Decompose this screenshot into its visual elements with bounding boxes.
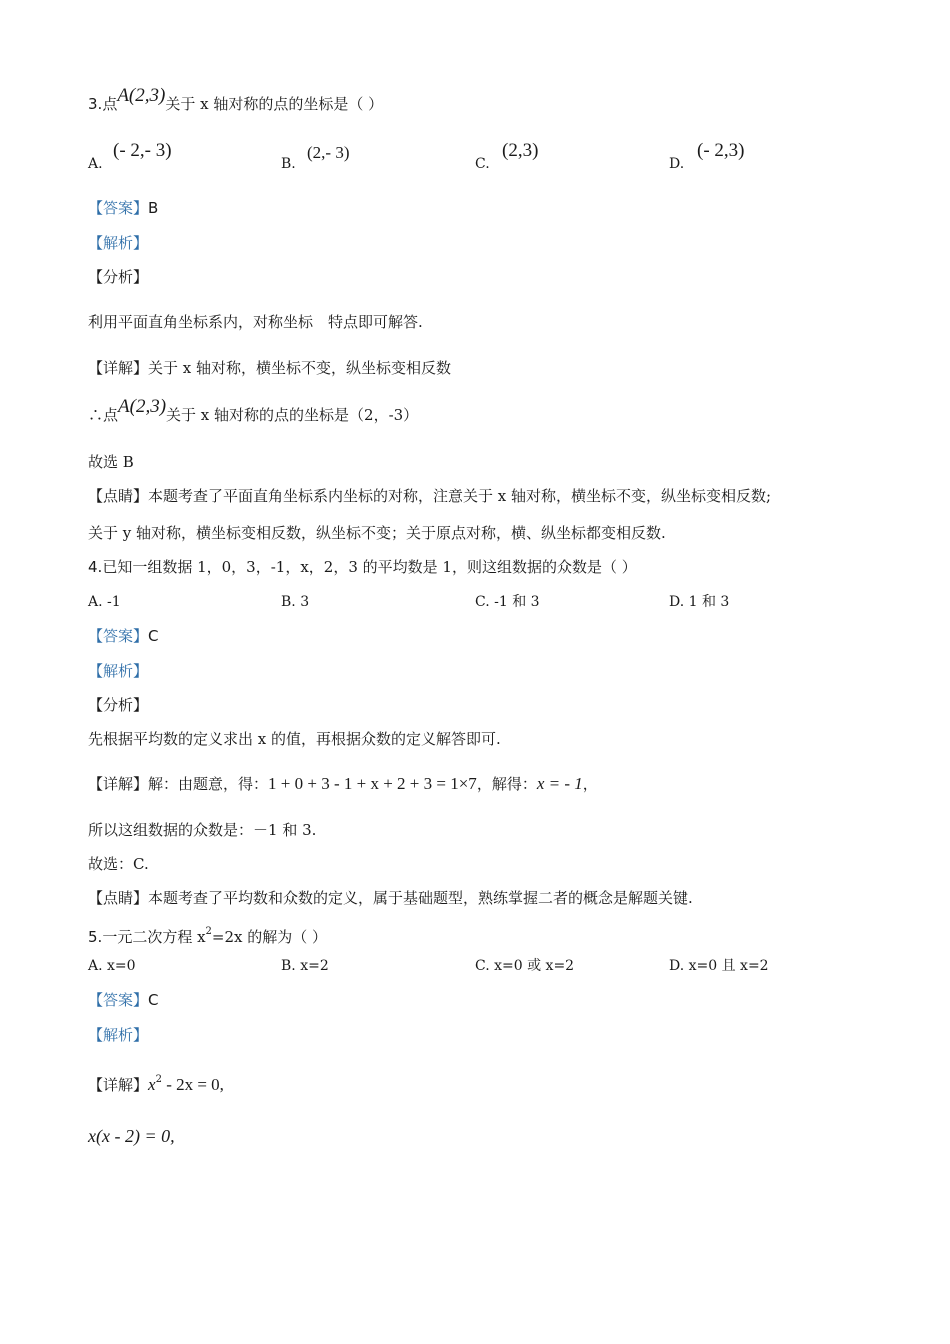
q5-option-d: D. x=0 且 x=2	[669, 958, 769, 974]
q4-option-d: D. 1 和 3	[669, 594, 730, 610]
q5-jiexi: 【解析】	[88, 1026, 149, 1044]
q3-therefore: ∴点A(2,3)关于 x 轴对称的点的坐标是（2，-3）	[88, 396, 419, 424]
q4-option-a: A. -1	[88, 594, 121, 610]
q3-option-d-label: D.	[669, 156, 685, 172]
q3-fenxi: 【分析】	[88, 268, 149, 286]
q4-fenxi-text: 先根据平均数的定义求出 x 的值，再根据众数的定义解答即可.	[88, 730, 501, 748]
q5-stem: 5.一元二次方程 $x^2=2x$ 的解为（ ）	[88, 926, 328, 946]
q4-mode-text: 所以这组数据的众数是：－1 和 3.	[88, 821, 317, 839]
q3-dianjing-2: 关于 y 轴对称，横坐标变相反数，纵坐标不变；关于原点对称，横、纵坐标都变相反数.	[88, 524, 666, 542]
q3-guxuan: 故选 B	[88, 453, 134, 471]
q5-equation-2: x(x - 2) = 0,	[88, 1126, 175, 1146]
q4-solution: x = - 1	[536, 774, 583, 793]
q4-fenxi: 【分析】	[88, 696, 149, 714]
q3-point-math: A(2,3)	[117, 85, 166, 106]
q4-option-c: C. -1 和 3	[475, 594, 540, 610]
q4-stem: 4.已知一组数据 1，0，3，-1，x，2，3 的平均数是 1，则这组数据的众数是（ ）	[88, 558, 637, 576]
q5-equation-2-line	[88, 1126, 175, 1147]
q3-option-a: (- 2,- 3)	[113, 140, 172, 161]
q3-jiexi: 【解析】	[88, 234, 149, 252]
q3-therefore-point-math: A(2,3)	[118, 396, 167, 417]
q5-option-b: B. x=2	[281, 958, 329, 974]
q3-option-c-label: C.	[475, 156, 490, 172]
q3-option-c: (2,3)	[502, 140, 539, 161]
q4-guxuan: 故选：C.	[88, 855, 149, 873]
q4-equation: 1 + 0 + 3 - 1 + x + 2 + 3 = 1×7	[268, 774, 477, 793]
q4-option-b: B. 3	[281, 594, 310, 610]
q3-option-a-label: A.	[88, 156, 103, 172]
q3-xiangjie: 【详解】关于 x 轴对称，横坐标不变，纵坐标变相反数	[88, 359, 452, 377]
q4-xiangjie: 【详解】解：由题意，得：1 + 0 + 3 - 1 + x + 2 + 3 = 1×7，解得：x = - 1，	[88, 774, 598, 793]
q5-answer: 【答案】C	[88, 991, 159, 1009]
q3-option-b-label: B.	[281, 156, 296, 172]
q4-dianjing: 【点睛】本题考查了平均数和众数的定义，属于基础题型，熟练掌握二者的概念是解题关键.	[88, 889, 693, 907]
q3-option-d: (- 2,3)	[697, 140, 745, 161]
q5-option-c: C. x=0 或 x=2	[475, 958, 575, 974]
q5-equation-1: - 2x = 0,	[161, 1075, 224, 1094]
q4-answer: 【答案】C	[88, 627, 159, 645]
q3-answer: 【答案】B	[88, 199, 159, 217]
q3-stem: 3.点A(2,3)关于 x 轴对称的点的坐标是（ ）	[88, 85, 384, 113]
q5-option-a: A. x=0	[88, 958, 136, 974]
q5-xiangjie: 【详解】$x^2 - 2x = 0$,	[88, 1074, 224, 1094]
q4-jiexi: 【解析】	[88, 662, 149, 680]
q3-option-b: (2,- 3)	[307, 143, 350, 162]
q3-fenxi-text: 利用平面直角坐标系内，对称坐标 特点即可解答.	[88, 313, 423, 331]
q3-dianjing-1: 【点睛】本题考查了平面直角坐标系内坐标的对称，注意关于 x 轴对称，横坐标不变，纵坐标变相反数;	[88, 487, 772, 505]
